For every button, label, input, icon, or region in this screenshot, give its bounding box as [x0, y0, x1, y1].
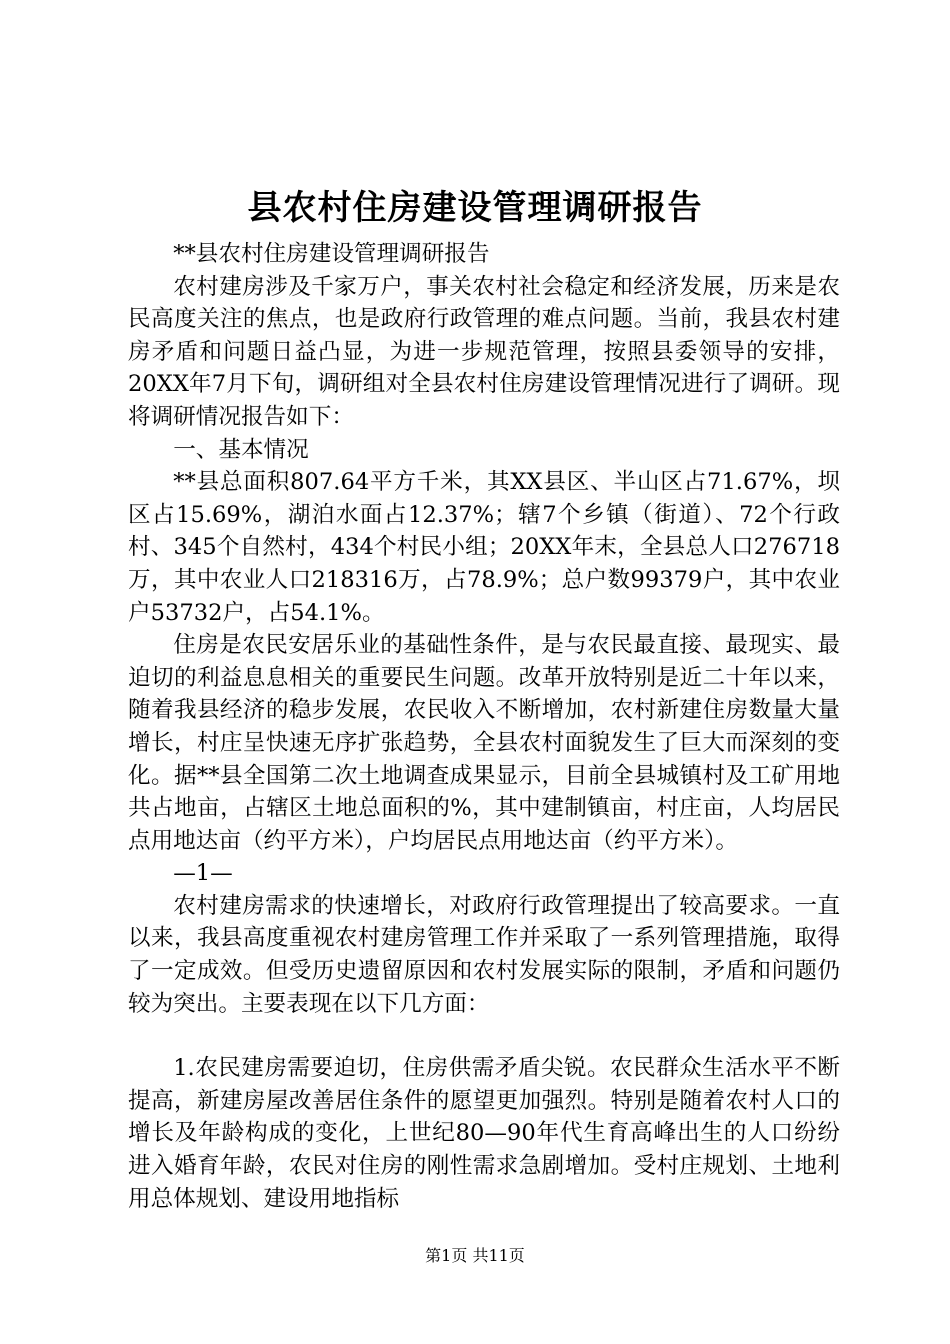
paragraph-intro: 农村建房涉及千家万户，事关农村社会稳定和经济发展，历来是农民高度关注的焦点，也是政府行政管理的难点问题。当前，我县农村建房矛盾和问题日益凸显，为进一步规范管理，按照县委领导的安排，20XX年7月下旬，调研组对全县农村住房建设管理情况进行了调研。现将调研情况报告如下：: [128, 273, 840, 430]
paragraph-subtitle: **县农村住房建设管理调研报告: [173, 241, 490, 267]
document-title: 县农村住房建设管理调研报告: [247, 188, 703, 228]
inline-page-marker: —1—: [173, 860, 233, 887]
section-heading-basic: 一、基本情况: [173, 436, 309, 463]
paragraph-housing: 住房是农民安居乐业的基础性条件，是与农民最直接、最现实、最迫切的利益息息相关的重要民生问题。改革开放特别是近二十年以来，随着我县经济的稳步发展，农民收入不断增加，农村新建住房数量大量增长，村庄呈快速无序扩张趋势，全县农村面貌发生了巨大而深刻的变化。据**县全国第二次土地调查成果显示，目前全县城镇村及工矿用地共占地亩，占辖区土地总面积的%，其中建制镇亩，村庄亩，人均居民点用地达亩（约平方米），户均居民点用地达亩（约平方米）。: [128, 632, 840, 854]
paragraph-demand: 农村建房需求的快速增长，对政府行政管理提出了较高要求。一直以来，我县高度重视农村建房管理工作并采取了一系列管理措施，取得了一定成效。但受历史遗留原因和农村发展实际的限制，矛盾和问题仍较为突出。主要表现在以下几方面：: [128, 892, 840, 1017]
paragraph-point-1: 1.农民建房需要迫切，住房供需矛盾尖锐。农民群众生活水平不断提高，新建房屋改善居住条件的愿望更加强烈。特别是随着农村人口的增长及年龄构成的变化，上世纪80—90年代生育高峰出生的人口纷纷进入婚育年龄，农民对住房的刚性需求急剧增加。受村庄规划、土地利用总体规划、建设用地指标: [128, 1055, 840, 1212]
page-footer: 第1页 共11页: [425, 1246, 525, 1265]
document-body: [128, 238, 840, 1215]
paragraph-statistics: **县总面积807.64平方千米，其XX县区、半山区占71.67%，坝区占15.69%，湖泊水面占12.37%；辖7个乡镇（街道）、72个行政村、345个自然村，434个村民小组；20XX年末，全县总人口276718万，其中农业人口218316万，占78.9%；总户数99379户，其中农业户53732户，占54.1%。: [128, 469, 840, 626]
